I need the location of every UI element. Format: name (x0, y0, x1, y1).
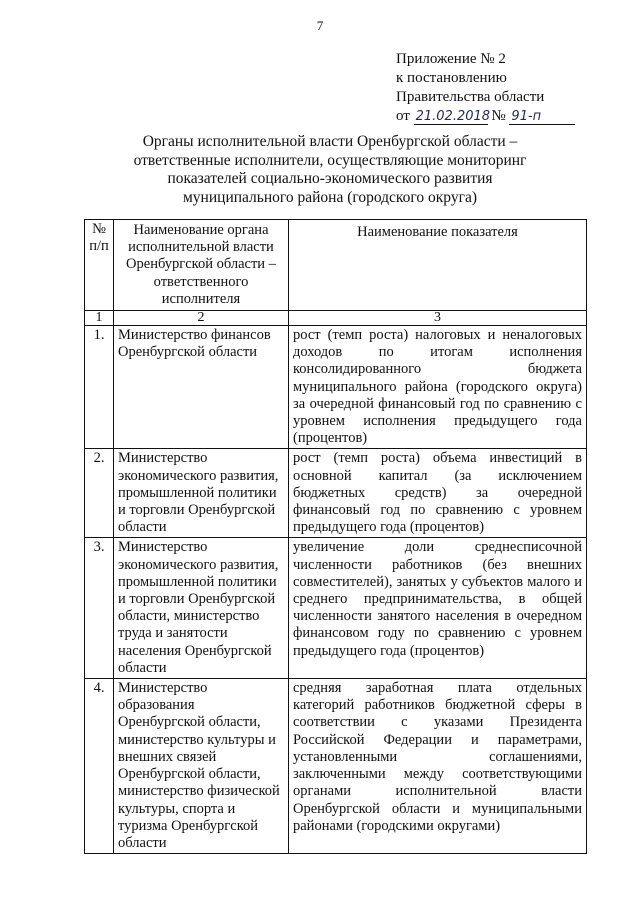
from-label: от (396, 108, 410, 124)
table-row (85, 326, 587, 449)
header-authority: Наименование органа исполнительной власти Оренбургской области – ответственного исполнителя (114, 220, 289, 311)
document-title (90, 133, 570, 207)
row-number: 2. (85, 449, 114, 538)
column-number: 2 (114, 311, 289, 326)
header-number: № п/п (85, 220, 114, 311)
column-number: 1 (85, 311, 114, 326)
appendix-header (396, 50, 575, 126)
authority-cell: Министерство экономического развития, промышленной политики и торговли Оренбургской области (114, 449, 289, 538)
column-number-row (85, 311, 587, 326)
appendix-line: к постановлению (396, 70, 507, 86)
table-row (85, 679, 587, 854)
table-header-row (85, 220, 587, 311)
appendix-date-line (396, 107, 575, 126)
table-row (85, 538, 587, 679)
table-row (85, 449, 587, 538)
title-line: муниципального района (городского округа) (183, 188, 477, 206)
title-line: ответственные исполнители, осуществляющие мониторинг (133, 151, 527, 169)
row-number: 4. (85, 679, 114, 854)
column-number: 3 (289, 311, 587, 326)
authority-cell: Министерство образования Оренбургской области, министерство культуры и внешних связей Оренбургской области, министерство физической культуры, спорта и туризма Оренбургской области (114, 679, 289, 854)
authority-cell: Министерство финансов Оренбургской области (114, 326, 289, 449)
row-number: 1. (85, 326, 114, 449)
appendix-line: Правительства области (396, 89, 545, 105)
handwritten-number: 91-п (509, 109, 575, 125)
number-label: № (491, 108, 506, 124)
row-number: 3. (85, 538, 114, 679)
indicator-cell: рост (темп роста) налоговых и неналоговых доходов по итогам исполнения консолидированного бюджета муниципального района (городского округа) за очередной финансовый год по сравнению с уровнем исполнения предыдущего года (процентов) (289, 326, 587, 449)
authority-cell: Министерство экономического развития, промышленной политики и торговли Оренбургской области, министерство труда и занятости населения Оренбургской области (114, 538, 289, 679)
indicator-cell: рост (темп роста) объема инвестиций в основной капитал (за исключением бюджетных средств) за очередной финансовый год по сравнению с уровнем предыдущего года (процентов) (289, 449, 587, 538)
indicator-cell: средняя заработная плата отдельных категорий работников бюджетной сферы в соответствии с указами Президента Российской Федерации и параметрами, установленными соглашениями, заключенными между соответствующими органами исполнительной власти Оренбургской области и муниципальными районами (городскими округами) (289, 679, 587, 854)
page-number: 7 (316, 18, 324, 33)
header-indicator: Наименование показателя (289, 220, 587, 311)
title-line: Органы исполнительной власти Оренбургской области – (142, 133, 518, 150)
handwritten-date: 21.02.2018 (415, 109, 491, 124)
indicator-cell: увеличение доли среднесписочной численности работников (без внешних совместителей), занятых у субъектов малого и среднего предпринимательства, в общей численности занятого населения в очередном финансовом году по сравнению с уровнем предыдущего года (процентов) (289, 538, 587, 679)
appendix-line: Приложение № 2 (396, 51, 506, 67)
title-line: показателей социально-экономического развития (167, 170, 493, 187)
responsible-authorities-table (84, 219, 587, 854)
